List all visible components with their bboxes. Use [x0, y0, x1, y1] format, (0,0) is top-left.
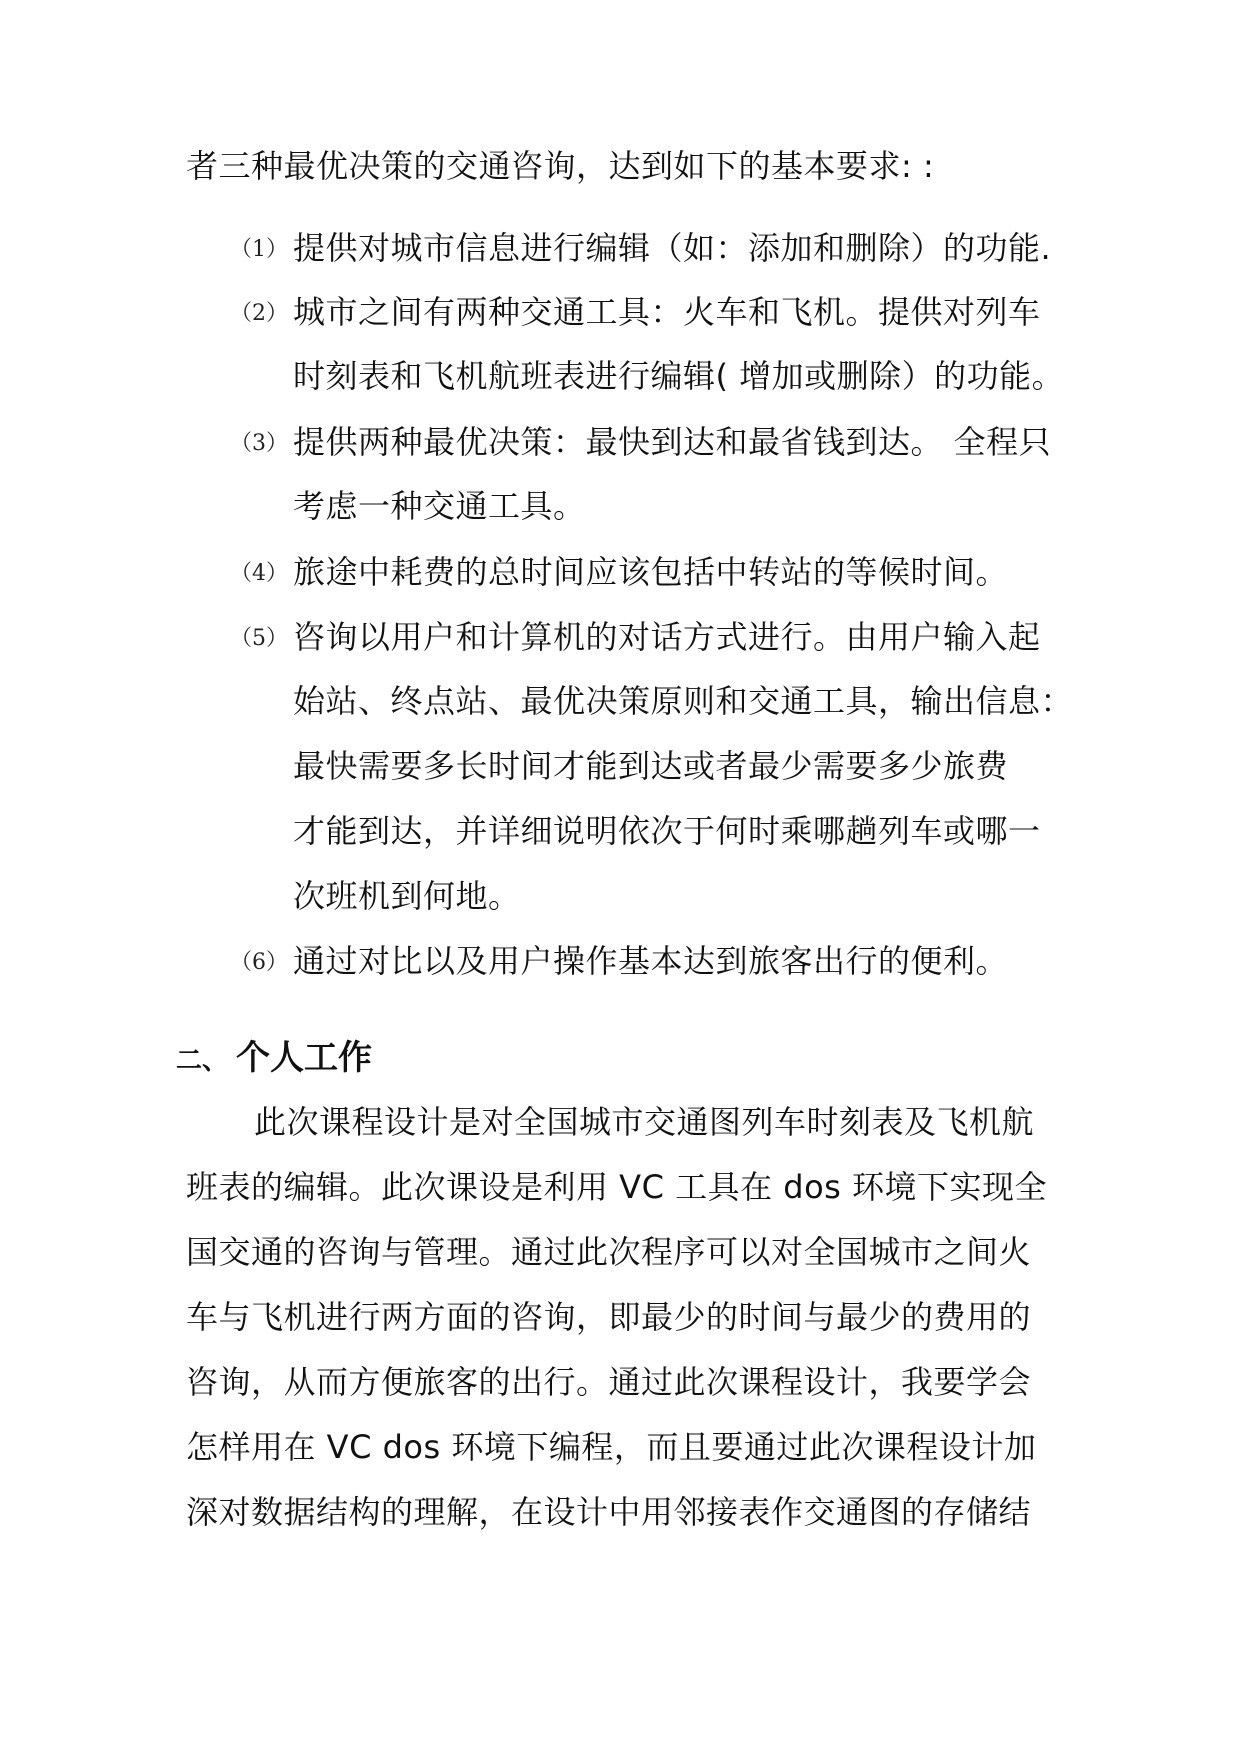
- requirement-6-line-1: 通过对比以及用户操作基本达到旅客出行的便利。: [293, 942, 1009, 980]
- paragraph-line-5: 咨询，从而方便旅客的出行。通过此次课程设计，我要学会: [186, 1363, 1032, 1401]
- requirement-5-number: （5）: [230, 626, 288, 651]
- requirement-4-line-1: 旅途中耗费的总时间应该包括中转站的等候时间。: [293, 553, 1009, 591]
- requirement-5-line-1: 咨询以用户和计算机的对话方式进行。由用户输入起: [293, 618, 1041, 656]
- paragraph-line-6: 怎样用在 VC dos 环境下编程，而且要通过此次课程设计加: [186, 1428, 1037, 1466]
- paragraph-line-4: 车与飞机进行两方面的咨询，即最少的时间与最少的费用的: [186, 1298, 1032, 1336]
- requirement-6-number: （6）: [230, 950, 288, 975]
- paragraph-line-1: 此次课程设计是对全国城市交通图列车时刻表及飞机航: [254, 1103, 1035, 1141]
- requirement-4-number: （4）: [230, 561, 288, 586]
- requirement-5-line-2: 始站、终点站、最优决策原则和交通工具，输出信息：: [293, 682, 1074, 720]
- requirement-2-number: （2）: [230, 301, 288, 326]
- intro-line: 者三种最优决策的交通咨询，达到如下的基本要求: :: [186, 147, 935, 185]
- requirement-2-line-1: 城市之间有两种交通工具：火车和飞机。提供对列车: [293, 293, 1041, 331]
- section-two-heading: [176, 1036, 372, 1083]
- paragraph-line-2: 班表的编辑。此次课设是利用 VC 工具在 dos 环境下实现全: [186, 1168, 1047, 1206]
- requirement-5-line-5: 次班机到何地。: [293, 877, 521, 915]
- paragraph-line-3: 国交通的咨询与管理。通过此次程序可以对全国城市之间火: [186, 1233, 1032, 1271]
- requirement-1-number: （1）: [230, 237, 288, 262]
- requirement-5-line-3: 最快需要多长时间才能到达或者最少需要多少旅费: [293, 747, 1009, 785]
- requirement-5-line-4: 才能到达，并详细说明依次于何时乘哪趟列车或哪一: [293, 812, 1041, 850]
- requirement-2-line-2: 时刻表和飞机航班表进行编辑( 增加或删除）的功能。: [293, 357, 1065, 395]
- requirement-3-number: （3）: [230, 431, 288, 456]
- requirement-1-line-1: 提供对城市信息进行编辑（如：添加和删除）的功能.: [293, 229, 1052, 267]
- paragraph-line-7: 深对数据结构的理解，在设计中用邻接表作交通图的存储结: [186, 1493, 1032, 1531]
- section-two-title: 个人工作: [236, 1038, 373, 1078]
- requirement-3-line-2: 考虑一种交通工具。: [293, 487, 586, 525]
- requirement-3-line-1: 提供两种最优决策：最快到达和最省钱到达。 全程只: [293, 423, 1052, 461]
- section-two-number: 二、: [176, 1046, 229, 1076]
